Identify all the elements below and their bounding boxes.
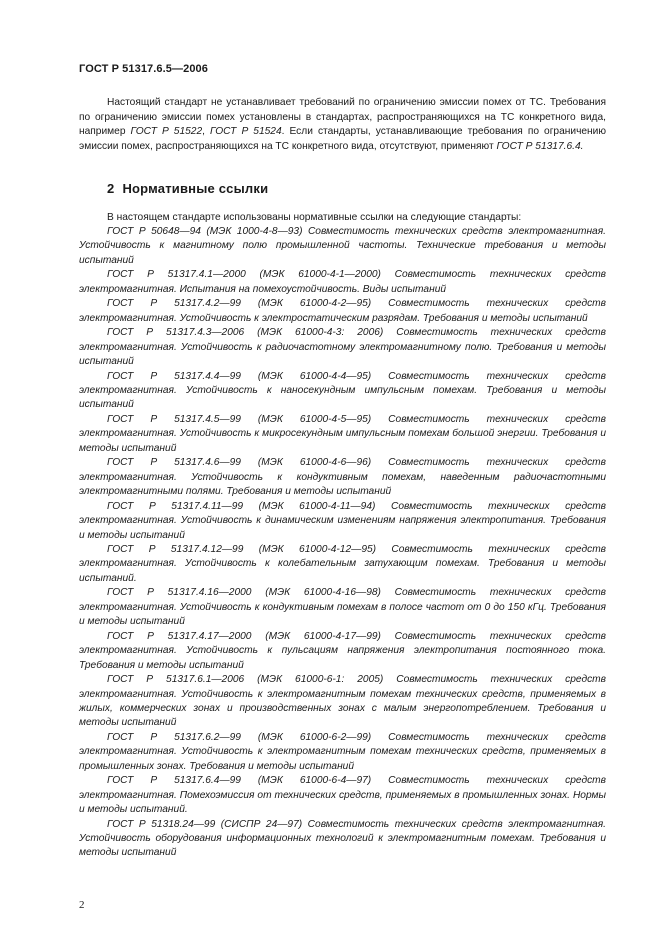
intro-text-a: Настоящий стандарт не устанавливает требований по ограничению эмиссии помех от ТС. Требования по ограничению эмиссии помех установлены в стандартах, распространяющихся на ТС конкретного вида, например [79,97,606,137]
references-lead: В настоящем стандарте использованы нормативные ссылки на следующие стандарты: [107,212,522,223]
reference-item: ГОСТ Р 51317.4.11—99 (МЭК 61000-4-11—94) Совместимость технических средств электромагнитная. Устойчивость к динамическим изменениям напряжения электропитания. Требования и методы испытаний [79,500,606,541]
intro-ref-51522: ГОСТ Р 51522 [130,126,203,137]
reference-item: ГОСТ Р 51317.4.2—99 (МЭК 61000-4-2—95) Совместимость технических средств электромагнитная. Устойчивость к электростатическим разрядам. Требования и методы испытаний [79,298,606,324]
reference-item: ГОСТ Р 51317.4.4—99 (МЭК 61000-4-4—95) Совместимость технических средств электромагнитная. Устойчивость к наносекундным импульсным помехам. Требования и методы испытаний [79,370,606,411]
reference-item: ГОСТ Р 51317.4.17—2000 (МЭК 61000-4-17—99) Совместимость технических средств электромагнитная. Устойчивость к пульсациям напряжения электропитания постоянного тока. Требования и методы испытаний [79,630,606,671]
reference-item: ГОСТ Р 51317.4.6—99 (МЭК 61000-4-6—96) Совместимость технических средств электромагнитная. Устойчивость к кондуктивным помехам, наведенным радиочастотными электромагнитными полями. Требования и методы испытаний [79,457,606,498]
reference-item: ГОСТ Р 51317.4.16—2000 (МЭК 61000-4-16—98) Совместимость технических средств электромагнитная. Устойчивость к кондуктивным помехам в полосе частот от 0 до 150 кГц. Требования и методы испытаний [79,587,606,628]
reference-item: ГОСТ Р 51317.4.5—99 (МЭК 61000-4-5—95) Совместимость технических средств электромагнитная. Устойчивость к микросекундным импульсным помехам большой энергии. Требования и методы испытаний [79,413,606,454]
reference-item: ГОСТ Р 51317.4.3—2006 (МЭК 61000-4-3: 2006) Совместимость технических средств электромагнитная. Устойчивость к радиочастотному электромагнитному полю. Требования и методы испытаний [79,327,606,368]
page-number: 2 [79,899,85,911]
section-heading [107,181,268,196]
reference-item: ГОСТ Р 51317.6.4—99 (МЭК 61000-6-4—97) Совместимость технических средств электромагнитная. Помехоэмиссия от технических средств, применяемых в промышленных зонах. Нормы и методы испытаний. [79,775,606,816]
reference-item: ГОСТ Р 51317.6.1—2006 (МЭК 61000-6-1: 2005) Совместимость технических средств электромагнитная. Устойчивость к электромагнитным помехам технических средств, применяемых в жилых, коммерческих зонах и производственных зонах с малым энергопотреблением. Требования и методы испытаний [79,674,606,729]
reference-item: ГОСТ Р 51317.6.2—99 (МЭК 61000-6-2—99) Совместимость технических средств электромагнитная. Устойчивость к электромагнитным помехам технических средств, применяемых в промышленных зонах. Требования и методы испытаний [79,731,606,772]
intro-sep: , [202,126,211,137]
reference-item: ГОСТ Р 51317.4.1—2000 (МЭК 61000-4-1—2000) Совместимость технических средств электромагнитная. Испытания на помехоустойчивость. Виды испытаний [79,269,606,295]
intro-text [79,96,606,154]
references-list [79,225,606,861]
intro-ref-51524: ГОСТ Р 51524 [210,126,282,137]
section-number: 2 [107,181,115,196]
reference-item: ГОСТ Р 51318.24—99 (СИСПР 24—97) Совместимость технических средств электромагнитная. Устойчивость оборудования информационных технологий к электромагнитным помехам. Требования и методы испытаний [79,818,606,859]
intro-text-b: . Если стандарты, устанавливающие требования по ограничению эмиссии помех, распространяющихся на ТС конкретного вида, отсутствуют, применяют [79,126,607,152]
intro-paragraph [79,96,606,154]
reference-item: ГОСТ Р 51317.4.12—99 (МЭК 61000-4-12—95) Совместимость технических средств электромагнитная. Устойчивость к колебательным затухающим помехам. Требования и методы испытаний. [79,543,606,584]
standard-header: ГОСТ Р 51317.6.5—2006 [79,63,208,75]
reference-item: ГОСТ Р 50648—94 (МЭК 1000-4-8—93) Совместимость технических средств электромагнитная. Устойчивость к магнитному полю промышленной частоты. Технические требования и методы испытаний [79,226,606,266]
intro-end: . [580,140,584,152]
section-title: Нормативные ссылки [122,181,269,196]
intro-ref-51317-6-4: ГОСТ Р 51317.6.4 [496,140,581,152]
